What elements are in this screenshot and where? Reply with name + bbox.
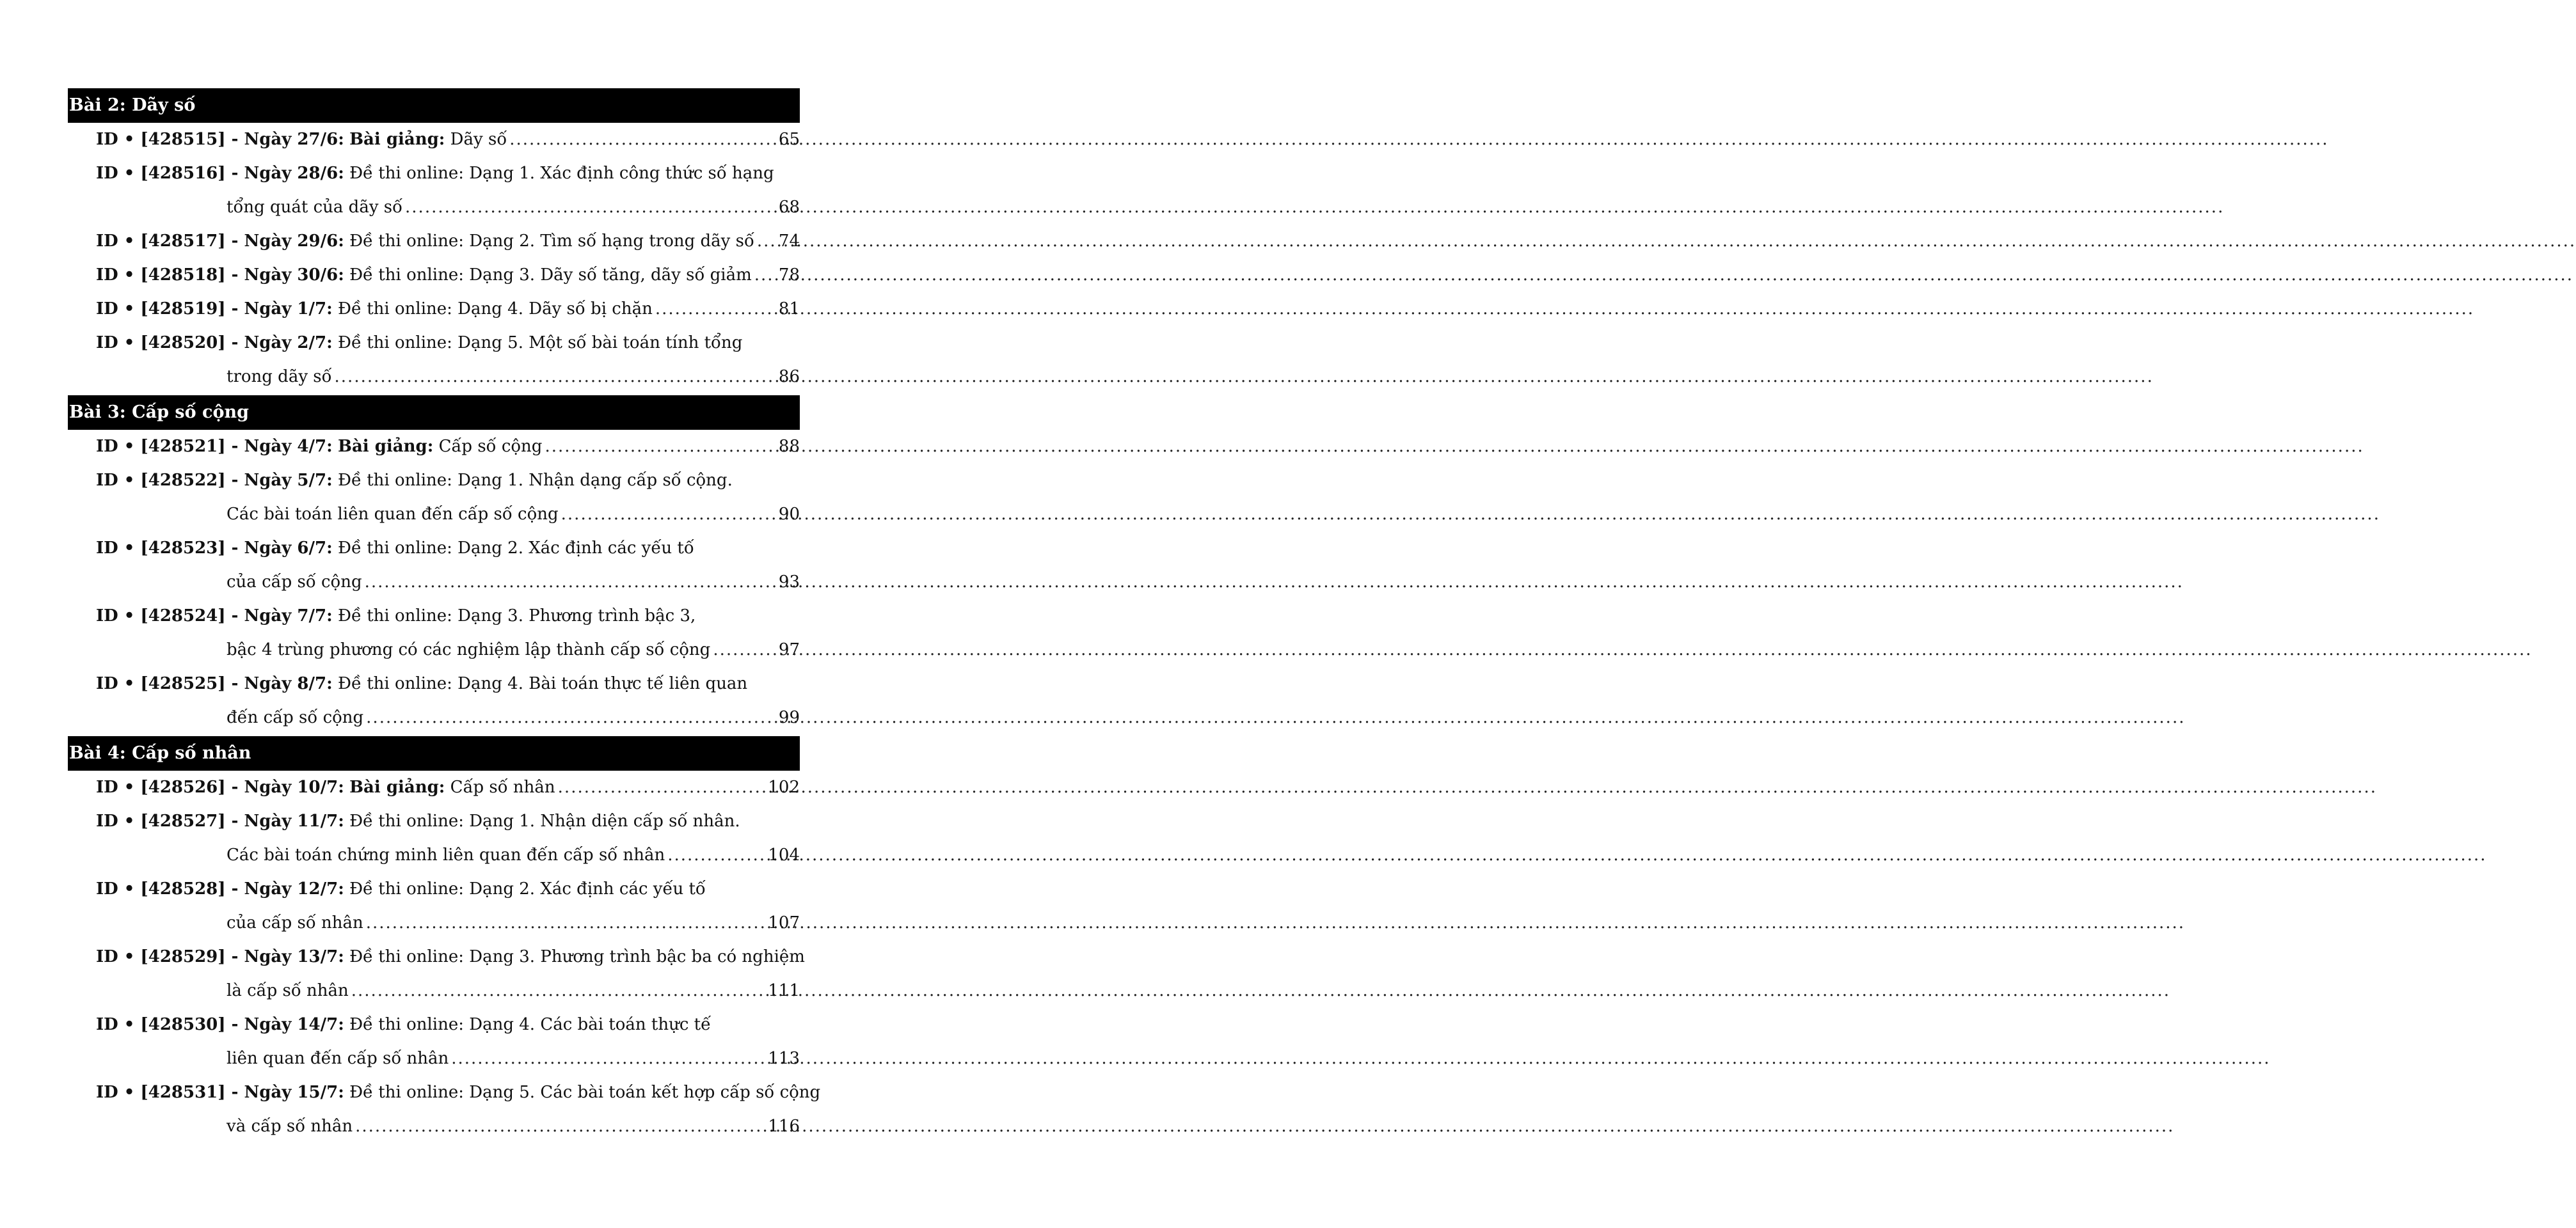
entry-title: Đề thi online: Dạng 1. Nhận diện cấp số nhân.: [349, 812, 740, 831]
entry-id: ID • [428524] - Ngày 7/7:: [96, 606, 333, 626]
page-number: 111: [768, 981, 800, 1000]
entry-title: Đề thi online: Dạng 3. Phương trình bậc 3,: [337, 606, 696, 626]
toc-entry[interactable]: [68, 771, 800, 805]
toc-entry-continuation: [68, 633, 800, 667]
entry-title: Dãy số: [450, 130, 507, 149]
toc-entry-text: [96, 872, 706, 906]
entry-id: ID • [428528] - Ngày 12/7:: [96, 879, 344, 899]
toc-entry-line: [68, 464, 800, 498]
page-number: 88: [778, 437, 800, 456]
entry-title: Đề thi online: Dạng 5. Các bài toán kết hợp cấp số cộng: [349, 1083, 821, 1102]
toc-entry-text: [96, 667, 747, 701]
toc-entry[interactable]: [68, 1008, 800, 1076]
entry-id: ID • [428531] - Ngày 15/7:: [96, 1083, 344, 1102]
toc-entry-line: [68, 805, 800, 838]
entry-id: ID • [428529] - Ngày 13/7:: [96, 947, 344, 966]
entry-title: Đề thi online: Dạng 2. Xác định các yếu tố: [349, 879, 706, 899]
dot-leader: [405, 191, 774, 224]
toc-entry-text: [96, 258, 752, 292]
toc-entry[interactable]: [68, 872, 800, 940]
entry-id: ID • [428520] - Ngày 2/7:: [96, 333, 333, 352]
toc-entry[interactable]: [68, 667, 800, 735]
page-number: 86: [778, 367, 800, 386]
page-number: 107: [768, 913, 800, 933]
page-number: 116: [768, 1117, 800, 1136]
toc-entry[interactable]: [68, 258, 800, 292]
page-number: 113: [768, 1049, 800, 1068]
toc-entry-line: [68, 292, 800, 326]
toc-entry-text: [96, 531, 694, 565]
entry-id: ID • [428521] - Ngày 4/7:: [96, 437, 333, 456]
entry-title-continued: bậc 4 trùng phương có các nghiệm lập thành cấp số cộng: [227, 640, 711, 659]
entry-title: Đề thi online: Dạng 4. Các bài toán thực tế: [349, 1015, 712, 1034]
entry-id: ID • [428517] - Ngày 29/6:: [96, 232, 344, 251]
toc-entry[interactable]: [68, 326, 800, 394]
entry-title: Cấp số nhân: [450, 778, 555, 797]
toc-entry-continuation: [68, 498, 800, 531]
toc-entry-line: [68, 430, 800, 464]
toc-entry[interactable]: [68, 940, 805, 1008]
toc-entry-text: [96, 430, 542, 464]
toc-entry-line: [68, 531, 800, 565]
toc-entry[interactable]: [68, 805, 800, 872]
dot-leader: [451, 1042, 765, 1076]
entry-title: Đề thi online: Dạng 5. Một số bài toán tính tổng: [337, 333, 743, 352]
toc-entry-line: [68, 326, 800, 360]
table-of-contents: [68, 87, 821, 1144]
page-number: 81: [778, 299, 800, 319]
toc-entry-text: [96, 326, 742, 360]
entry-id: ID • [428526] - Ngày 10/7:: [96, 778, 344, 797]
toc-entry[interactable]: [68, 224, 800, 258]
entry-title-continued: Các bài toán chứng minh liên quan đến cấp số nhân: [227, 846, 665, 865]
dot-leader: [655, 292, 774, 326]
entry-kind: Bài giảng:: [349, 130, 445, 149]
toc-entry[interactable]: [68, 1076, 821, 1144]
entry-id: ID • [428523] - Ngày 6/7:: [96, 539, 333, 558]
toc-entry[interactable]: [68, 430, 800, 464]
entry-title-continued: tổng quát của dãy số: [227, 198, 403, 217]
entry-id: ID • [428516] - Ngày 28/6:: [96, 164, 344, 183]
entry-title-continued: trong dãy số: [227, 367, 332, 386]
entry-kind: Bài giảng:: [337, 437, 434, 456]
dot-leader: [667, 838, 765, 872]
toc-entry-text: [96, 1008, 711, 1042]
toc-entry-text: [96, 599, 696, 633]
entry-title: Đề thi online: Dạng 3. Phương trình bậc ba có nghiệm: [349, 947, 805, 966]
toc-entry-line: [68, 1008, 800, 1042]
entry-id: ID • [428518] - Ngày 30/6:: [96, 265, 344, 285]
entry-id: ID • [428522] - Ngày 5/7:: [96, 471, 333, 490]
toc-entry-text: [96, 805, 740, 838]
dot-leader: [355, 1110, 765, 1144]
toc-entry[interactable]: [68, 292, 800, 326]
toc-entry-continuation: [68, 1110, 800, 1144]
toc-entry-line: [68, 157, 800, 191]
entry-title: Đề thi online: Dạng 2. Xác định các yếu tố: [337, 539, 694, 558]
dot-leader: [509, 123, 774, 157]
page-number: 102: [768, 778, 800, 797]
toc-entry-continuation: [68, 565, 800, 599]
dot-leader: [366, 701, 774, 735]
dot-leader: [558, 771, 766, 805]
page-number: 74: [778, 232, 800, 251]
toc-entry-line: [68, 872, 800, 906]
entry-title-continued: liên quan đến cấp số nhân: [227, 1049, 449, 1068]
page-number: 104: [768, 846, 800, 865]
page-number: 97: [778, 640, 800, 659]
entry-title-continued: và cấp số nhân: [227, 1117, 353, 1136]
toc-entry[interactable]: [68, 531, 800, 599]
dot-leader: [713, 633, 774, 667]
entry-id: ID • [428525] - Ngày 8/7:: [96, 674, 333, 693]
entry-title-continued: đến cấp số cộng: [227, 708, 364, 727]
page-number: 99: [778, 708, 800, 727]
toc-entry-continuation: [68, 906, 800, 940]
dot-leader: [366, 906, 766, 940]
entry-title-continued: là cấp số nhân: [227, 981, 349, 1000]
toc-entry-text: [96, 292, 653, 326]
section-header: Bài 4: Cấp số nhân: [68, 736, 800, 771]
entry-id: ID • [428519] - Ngày 1/7:: [96, 299, 333, 319]
entry-title: Cấp số cộng: [438, 437, 543, 456]
entry-id: ID • [428530] - Ngày 14/7:: [96, 1015, 344, 1034]
dot-leader: [545, 430, 774, 464]
toc-entry-text: [96, 123, 507, 157]
entry-title: Đề thi online: Dạng 4. Bài toán thực tế liên quan: [337, 674, 748, 693]
dot-leader: [335, 360, 774, 394]
toc-entry-text: [96, 224, 754, 258]
toc-entry-line: [68, 667, 800, 701]
dot-leader: [351, 974, 766, 1008]
entry-title-continued: của cấp số cộng: [227, 572, 362, 592]
toc-entry[interactable]: [68, 123, 800, 157]
toc-entry-continuation: [68, 360, 800, 394]
toc-entry-line: [68, 771, 800, 805]
toc-entry-text: [96, 157, 774, 191]
toc-entry-text: [96, 464, 733, 498]
toc-entry[interactable]: [68, 157, 800, 224]
toc-entry-line: [68, 224, 800, 258]
toc-entry-continuation: [68, 1042, 800, 1076]
toc-entry-line: [68, 123, 800, 157]
toc-entry-line: [68, 258, 800, 292]
toc-entry-line: [68, 940, 805, 974]
entry-title: Đề thi online: Dạng 1. Nhận dạng cấp số cộng.: [337, 471, 733, 490]
toc-entry-text: [96, 771, 555, 805]
dot-leader: [561, 498, 774, 531]
dot-leader: [757, 224, 774, 258]
section-header: Bài 3: Cấp số cộng: [68, 395, 800, 430]
entry-title: Đề thi online: Dạng 4. Dãy số bị chặn: [337, 299, 653, 319]
entry-id: ID • [428527] - Ngày 11/7:: [96, 812, 344, 831]
page-number: 93: [778, 572, 800, 592]
toc-entry-line: [68, 1076, 821, 1110]
entry-title: Đề thi online: Dạng 3. Dãy số tăng, dãy số giảm: [349, 265, 752, 285]
toc-entry-text: [96, 940, 805, 974]
toc-entry-continuation: [68, 974, 800, 1008]
dot-leader: [754, 258, 774, 292]
toc-entry-line: [68, 599, 800, 633]
dot-leader: [365, 565, 774, 599]
toc-entry[interactable]: [68, 464, 800, 531]
toc-entry-continuation: [68, 701, 800, 735]
page-number: 65: [778, 130, 800, 149]
entry-title: Đề thi online: Dạng 2. Tìm số hạng trong dãy số: [349, 232, 754, 251]
page-number: 78: [778, 265, 800, 285]
entry-title-continued: của cấp số nhân: [227, 913, 363, 933]
entry-id: ID • [428515] - Ngày 27/6:: [96, 130, 344, 149]
page-number: 90: [778, 505, 800, 524]
entry-title: Đề thi online: Dạng 1. Xác định công thức số hạng: [349, 164, 774, 183]
toc-entry[interactable]: [68, 599, 800, 667]
entry-title-continued: Các bài toán liên quan đến cấp số cộng: [227, 505, 559, 524]
page-number: 68: [778, 198, 800, 217]
toc-entry-continuation: [68, 191, 800, 224]
toc-entry-continuation: [68, 838, 800, 872]
toc-entry-text: [96, 1076, 820, 1110]
section-header: Bài 2: Dãy số: [68, 88, 800, 123]
entry-kind: Bài giảng:: [349, 778, 445, 797]
